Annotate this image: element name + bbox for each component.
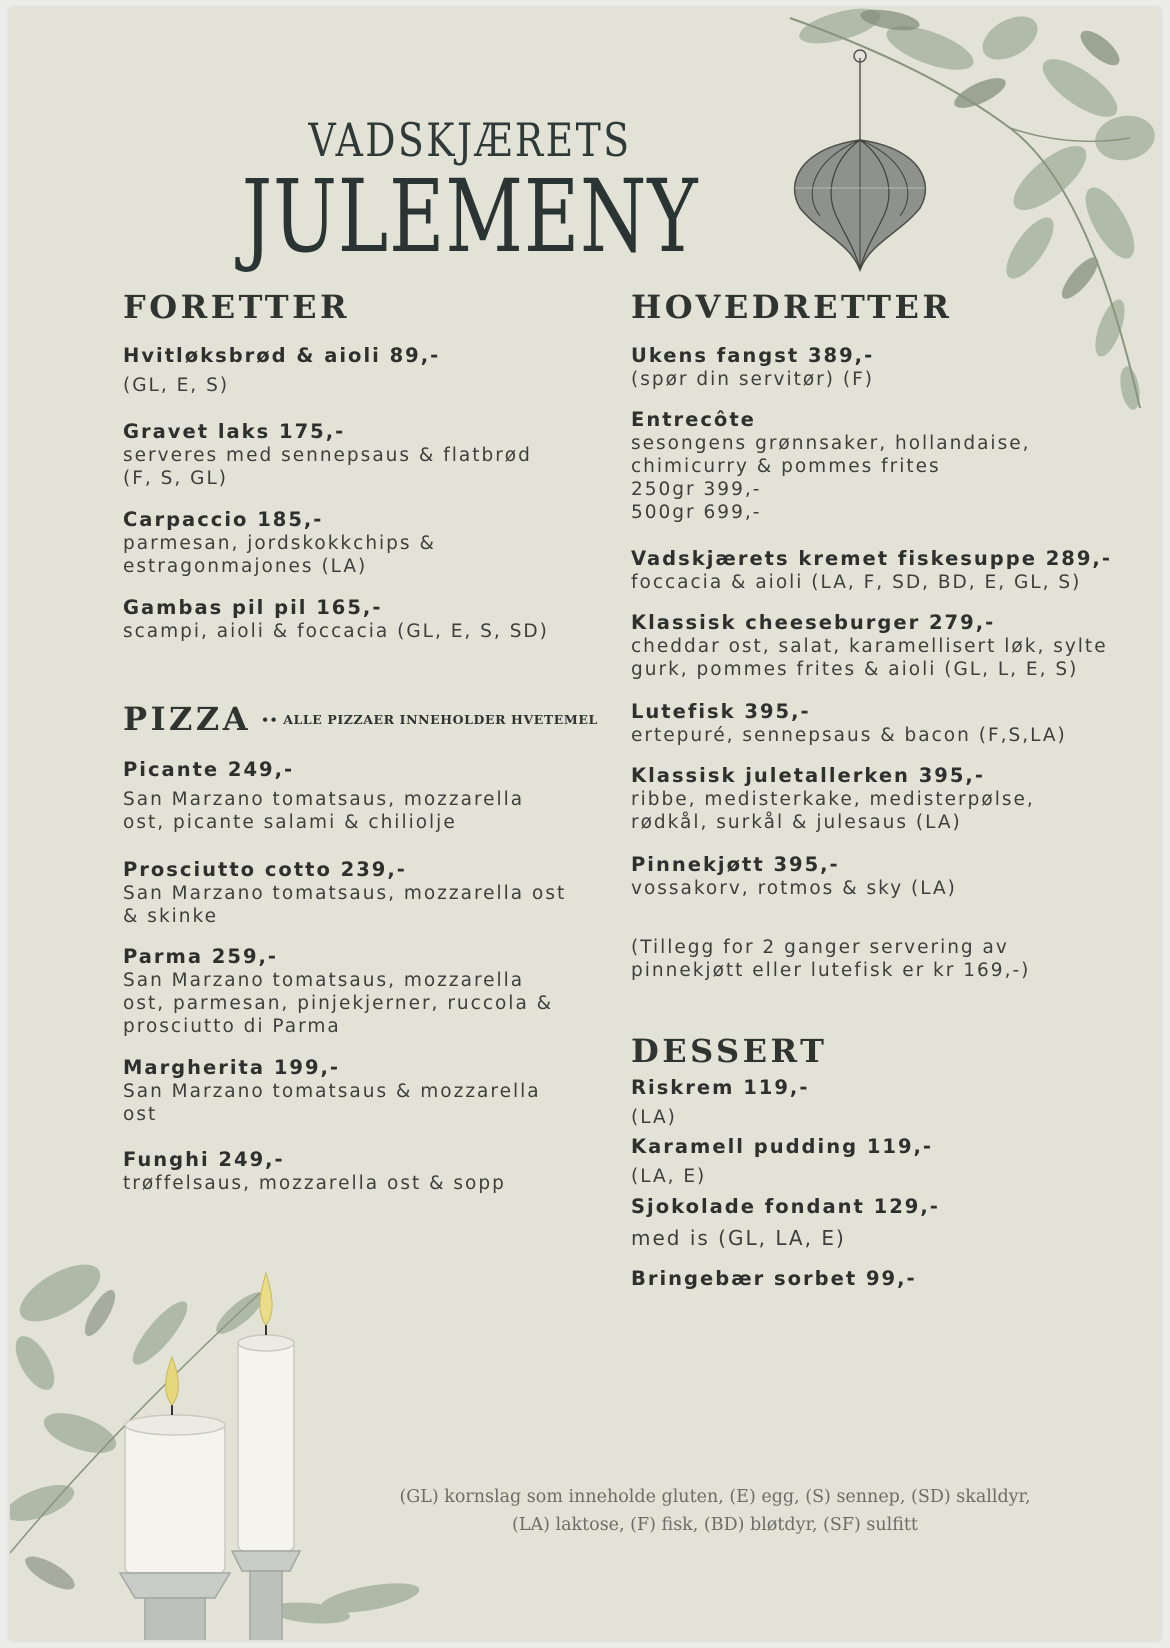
item-desc: (LA, E) bbox=[631, 1166, 707, 1187]
menu-item bbox=[123, 596, 549, 643]
pizza-heading-text: PIZZA bbox=[123, 700, 252, 738]
item-desc: prosciutto di Parma bbox=[123, 1016, 341, 1037]
dessert-heading: DESSERT bbox=[631, 1032, 828, 1070]
menu-item bbox=[631, 344, 874, 391]
menu-item bbox=[123, 1056, 541, 1126]
menu-item bbox=[123, 344, 440, 397]
item-desc: scampi, aioli & foccacia (GL, E, S, SD) bbox=[123, 621, 549, 642]
item-title: Karamell pudding 119,- bbox=[631, 1135, 934, 1158]
allergen-line: (GL) kornslag som inneholde gluten, (E) egg, (S) sennep, (SD) skalldyr, bbox=[399, 1487, 1031, 1507]
restaurant-name: VADSKJÆRETS bbox=[308, 113, 632, 167]
item-desc: chimicurry & pommes frites bbox=[631, 456, 941, 477]
item-desc: med is (GL, LA, E) bbox=[631, 1226, 846, 1250]
item-title: Bringebær sorbet 99,- bbox=[631, 1267, 917, 1290]
item-desc: gurk, pommes frites & aioli (GL, L, E, S) bbox=[631, 659, 1079, 680]
pizza-heading bbox=[123, 700, 598, 738]
item-desc: 500gr 699,- bbox=[631, 502, 762, 523]
item-title: Klassisk juletallerken 395,- bbox=[631, 764, 985, 787]
menu-item bbox=[631, 700, 1067, 747]
item-desc: estragonmajones (LA) bbox=[123, 556, 368, 577]
item-desc: ost, parmesan, pinjekjerner, ruccola & bbox=[123, 993, 554, 1014]
menu-item bbox=[631, 547, 1112, 594]
left-column bbox=[123, 8, 598, 1248]
item-title: Carpaccio 185,- bbox=[123, 508, 324, 531]
item-title: Ukens fangst 389,- bbox=[631, 344, 875, 367]
item-desc: San Marzano tomatsaus, mozzarella ost bbox=[123, 883, 567, 904]
item-desc: ost, picante salami & chiliolje bbox=[123, 812, 457, 833]
item-desc: ost bbox=[123, 1104, 158, 1125]
note-line: (Tillegg for 2 ganger servering av bbox=[631, 937, 1009, 958]
menu-item bbox=[631, 1267, 917, 1291]
menu-item bbox=[123, 420, 532, 490]
menu-item bbox=[123, 508, 436, 578]
item-desc: parmesan, jordskokkchips & bbox=[123, 533, 436, 554]
right-column bbox=[631, 8, 1151, 1298]
menu-item bbox=[631, 408, 1030, 524]
item-desc: (spør din servitør) (F) bbox=[631, 369, 874, 390]
item-title: Klassisk cheeseburger 279,- bbox=[631, 611, 996, 634]
menu-item bbox=[631, 611, 1108, 681]
menu-item bbox=[123, 945, 553, 1038]
item-desc: ribbe, medisterkake, medisterpølse, bbox=[631, 789, 1035, 810]
allergen-legend bbox=[340, 1483, 1090, 1539]
candles-illustration bbox=[10, 1253, 480, 1640]
menu-title: JULEMENY bbox=[241, 158, 699, 275]
allergen-line: (LA) laktose, (F) fisk, (BD) bløtdyr, (SF) sulfitt bbox=[512, 1515, 918, 1535]
menu-item bbox=[631, 1076, 809, 1129]
menu-item bbox=[123, 858, 566, 928]
note-line: pinnekjøtt eller lutefisk er kr 169,-) bbox=[631, 960, 1031, 981]
item-desc: ertepuré, sennepsaus & bacon (F,S,LA) bbox=[631, 725, 1067, 746]
item-desc: serveres med sennepsaus & flatbrød bbox=[123, 445, 532, 466]
item-desc: & skinke bbox=[123, 906, 218, 927]
item-title: Vadskjærets kremet fiskesuppe 289,- bbox=[631, 547, 1112, 570]
item-title: Lutefisk 395,- bbox=[631, 700, 811, 723]
item-title: Riskrem 119,- bbox=[631, 1076, 810, 1099]
hovedretter-heading: HOVEDRETTER bbox=[631, 288, 953, 326]
item-desc: vossakorv, rotmos & sky (LA) bbox=[631, 878, 957, 899]
serving-note bbox=[631, 936, 1030, 982]
item-desc: (LA) bbox=[631, 1107, 677, 1128]
item-title: Entrecôte bbox=[631, 408, 756, 431]
item-title: Hvitløksbrød & aioli 89,- bbox=[123, 344, 441, 367]
pizza-note: •• ALLE PIZZAER INNEHOLDER HVETEMEL bbox=[261, 712, 598, 727]
item-desc: rødkål, surkål & julesaus (LA) bbox=[631, 812, 962, 833]
item-title: Gambas pil pil 165,- bbox=[123, 596, 383, 619]
item-desc: cheddar ost, salat, karamellisert løk, sylte bbox=[631, 636, 1108, 657]
item-desc: San Marzano tomatsaus, mozzarella bbox=[123, 970, 525, 991]
item-desc: (F, S, GL) bbox=[123, 468, 228, 489]
item-title: Prosciutto cotto 239,- bbox=[123, 858, 407, 881]
item-desc: 250gr 399,- bbox=[631, 479, 762, 500]
item-desc: trøffelsaus, mozzarella ost & sopp bbox=[123, 1173, 506, 1194]
item-desc: (GL, E, S) bbox=[123, 375, 230, 396]
item-title: Funghi 249,- bbox=[123, 1148, 285, 1171]
item-title: Sjokolade fondant 129,- bbox=[631, 1195, 940, 1218]
menu-item bbox=[631, 764, 1035, 834]
menu-item bbox=[631, 1135, 933, 1188]
menu-item bbox=[631, 853, 957, 900]
item-desc: sesongens grønnsaker, hollandaise, bbox=[631, 433, 1031, 454]
item-desc: San Marzano tomatsaus, mozzarella bbox=[123, 789, 525, 810]
item-title: Picante 249,- bbox=[123, 758, 295, 781]
item-title: Gravet laks 175,- bbox=[123, 420, 346, 443]
item-title: Pinnekjøtt 395,- bbox=[631, 853, 840, 876]
item-title: Parma 259,- bbox=[123, 945, 279, 968]
menu-page bbox=[10, 8, 1160, 1640]
menu-item bbox=[123, 758, 524, 834]
menu-item bbox=[631, 1195, 940, 1250]
item-desc: foccacia & aioli (LA, F, SD, BD, E, GL, S) bbox=[631, 572, 1082, 593]
item-desc: San Marzano tomatsaus & mozzarella bbox=[123, 1081, 541, 1102]
foretter-heading: FORETTER bbox=[123, 288, 351, 326]
item-title: Margherita 199,- bbox=[123, 1056, 341, 1079]
menu-item bbox=[123, 1148, 506, 1195]
